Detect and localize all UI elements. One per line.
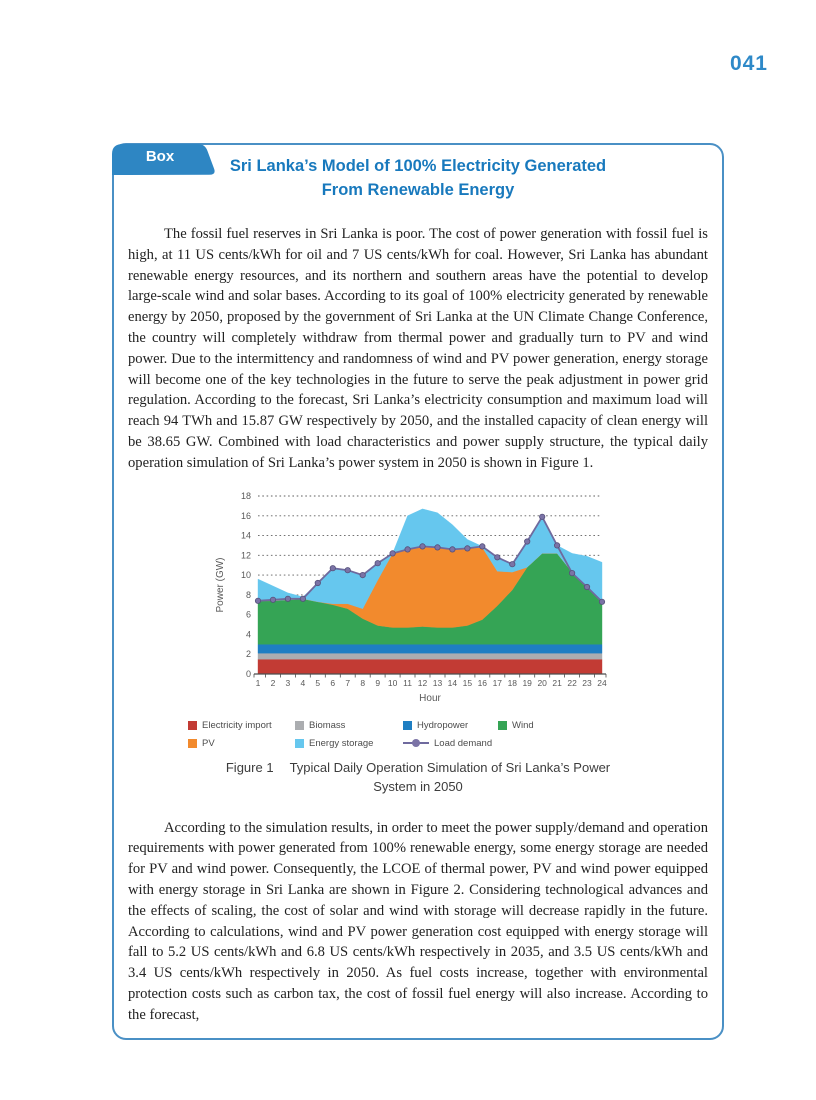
- legend-load-demand: [403, 737, 498, 750]
- area-hydropower: [258, 644, 602, 653]
- legend-swatch-hydropower: [403, 721, 412, 730]
- box-tab-label: Box: [145, 148, 175, 165]
- legend-pv: [188, 737, 295, 750]
- x-tick-label: 16: [477, 677, 488, 688]
- load-demand-marker: [510, 561, 515, 566]
- x-tick-label: 2: [270, 677, 276, 688]
- area-biomass: [258, 653, 602, 659]
- load-demand-legend-dot-icon: [412, 739, 420, 747]
- legend-swatch-pv: [188, 739, 197, 748]
- x-tick-label: 9: [375, 677, 381, 688]
- load-demand-marker: [345, 567, 350, 572]
- x-tick-label: 10: [387, 677, 398, 688]
- load-demand-marker: [360, 572, 365, 577]
- x-tick-label: 13: [432, 677, 443, 688]
- x-tick-label: 6: [330, 677, 336, 688]
- figure-1: [126, 484, 710, 796]
- y-axis-title: Power (GW): [215, 557, 226, 613]
- load-demand-marker: [450, 546, 455, 551]
- stacked-area-chart: [208, 484, 628, 714]
- load-demand-marker: [330, 565, 335, 570]
- paragraph-1: The fossil fuel reserves in Sri Lanka is poor. The cost of power generation with fossil fuel is high, at 11 US cents/kWh for oil and 7 US cents/kWh for coal. However, Sri Lanka has abundant renewable energy resources, and its northern and southern areas have the potential to develop large-scale wind and solar bases. According to its goal of 100% electricity generated by renewable energy by 2050, proposed by the government of Sri Lanka at the UN Climate Change Conference, the country will completely withdraw from thermal power and gradually turn to PV and wind power. Due to the intermittency and randomness of wind and PV power generation, energy storage will become one of the key technologies in the future to serve the peak adjustment in power grid regulation. According to the forecast, Sri Lanka’s electricity consumption and maximum load will reach 94 TWh and 15.87 GW respectively by 2050, and the installed capacity of clean energy will be 38.65 GW. Combined with load characteristics and power supply structure, the typical daily operation simulation of Sri Lanka’s power system in 2050 is shown in Figure 1.: [128, 226, 708, 471]
- x-tick-label: 20: [537, 677, 547, 688]
- legend-label: Biomass: [309, 719, 346, 731]
- x-tick-label: 22: [567, 677, 577, 688]
- legend-label: Hydropower: [417, 719, 469, 731]
- box-title-line2: From Renewable Energy: [321, 181, 515, 199]
- box-tab: [112, 143, 220, 175]
- load-demand-marker: [554, 542, 559, 547]
- load-demand-marker: [495, 554, 500, 559]
- load-demand-legend-line-icon: [403, 742, 429, 744]
- x-tick-label: 5: [315, 677, 321, 688]
- legend-electricity-import: [188, 719, 295, 732]
- load-demand-marker: [525, 538, 530, 543]
- load-demand-marker: [390, 550, 395, 555]
- y-tick-label: 12: [240, 549, 251, 560]
- load-demand-marker: [405, 546, 410, 551]
- load-demand-marker: [465, 545, 470, 550]
- y-tick-label: 14: [240, 530, 251, 541]
- y-tick-label: 6: [245, 609, 251, 620]
- figure-caption-text: Typical Daily Operation Simulation of Sri Lanka’s Power: [289, 759, 611, 775]
- x-tick-label: 8: [360, 677, 366, 688]
- x-tick-label: 17: [492, 677, 503, 688]
- x-tick-label: 7: [345, 677, 351, 688]
- load-demand-marker: [300, 596, 305, 601]
- legend-row: [188, 719, 710, 732]
- x-tick-label: 24: [597, 677, 607, 688]
- legend-label: Wind: [512, 719, 534, 731]
- paragraph-2: According to the simulation results, in order to meet the power supply/demand and operation requirements with power generated from 100% renewable energy, some energy storage are needed for PV and wind power. Consequently, the LCOE of thermal power, PV and wind power equipped with energy storage in Sri Lanka are shown in Figure 2. Considering technological advances and the effects of scaling, the cost of solar and wind with storage will decrease rapidly in the future. According to calculations, wind and PV power generation cost equipped with energy storage will fall to 5.2 US cents/kWh and 6.8 US cents/kWh respectively in 2035, and 3.5 US cents/kWh and 3.4 US cents/kWh respectively in 2050. As fuel costs increase, together with environmental protection costs such as carbon tax, the cost of fossil fuel energy will also increase. According to the forecast,: [128, 819, 708, 1023]
- chart-legend: [188, 719, 710, 750]
- legend-label: Energy storage: [309, 737, 374, 749]
- load-demand-marker: [285, 596, 290, 601]
- figure-label: Figure 1: [225, 759, 274, 775]
- x-tick-label: 1: [255, 677, 261, 688]
- load-demand-marker: [599, 599, 604, 604]
- x-tick-label: 4: [300, 677, 306, 688]
- load-demand-marker: [569, 570, 574, 575]
- legend-wind: [498, 719, 534, 732]
- x-tick-label: 21: [552, 677, 562, 688]
- x-tick-label: 15: [462, 677, 473, 688]
- y-tick-label: 4: [245, 628, 251, 639]
- x-tick-label: 12: [417, 677, 428, 688]
- x-tick-label: 3: [285, 677, 291, 688]
- legend-swatch-energy-storage: [295, 739, 304, 748]
- x-axis-title: Hour: [419, 692, 441, 704]
- y-tick-label: 18: [240, 490, 251, 501]
- load-demand-marker: [270, 597, 275, 602]
- x-tick-label: 11: [403, 677, 413, 688]
- load-demand-marker: [315, 580, 320, 585]
- legend-row: [188, 737, 710, 750]
- legend-swatch-electricity-import: [188, 721, 197, 730]
- y-tick-label: 0: [245, 668, 251, 679]
- legend-label: PV: [202, 737, 215, 749]
- figure-caption-line2: System in 2050: [373, 778, 463, 794]
- x-tick-label: 19: [522, 677, 532, 688]
- x-tick-label: 23: [582, 677, 592, 688]
- y-tick-label: 8: [245, 589, 251, 600]
- legend-swatch-wind: [498, 721, 507, 730]
- legend-label: Load demand: [434, 737, 493, 749]
- area-electricity-import: [258, 659, 602, 674]
- legend-label: Electricity import: [202, 719, 272, 731]
- load-demand-marker: [540, 514, 545, 519]
- box-container: [112, 143, 724, 1040]
- y-tick-label: 10: [240, 569, 251, 580]
- load-demand-marker: [420, 543, 425, 548]
- load-demand-marker: [375, 560, 380, 565]
- x-tick-label: 14: [447, 677, 458, 688]
- x-tick-label: 18: [507, 677, 518, 688]
- legend-hydropower: [403, 719, 498, 732]
- load-demand-marker: [255, 598, 260, 603]
- page-number: 041: [729, 52, 768, 75]
- load-demand-marker: [435, 544, 440, 549]
- figure-caption-line1: [126, 758, 710, 777]
- y-tick-label: 2: [245, 648, 251, 659]
- legend-energy-storage: [295, 737, 403, 750]
- load-demand-marker: [584, 584, 589, 589]
- figure-caption: [126, 758, 710, 796]
- load-demand-marker: [480, 543, 485, 548]
- legend-swatch-biomass: [295, 721, 304, 730]
- y-tick-label: 16: [240, 510, 251, 521]
- box-title-line1: Sri Lanka’s Model of 100% Electricity Generated: [229, 157, 607, 175]
- legend-biomass: [295, 719, 403, 732]
